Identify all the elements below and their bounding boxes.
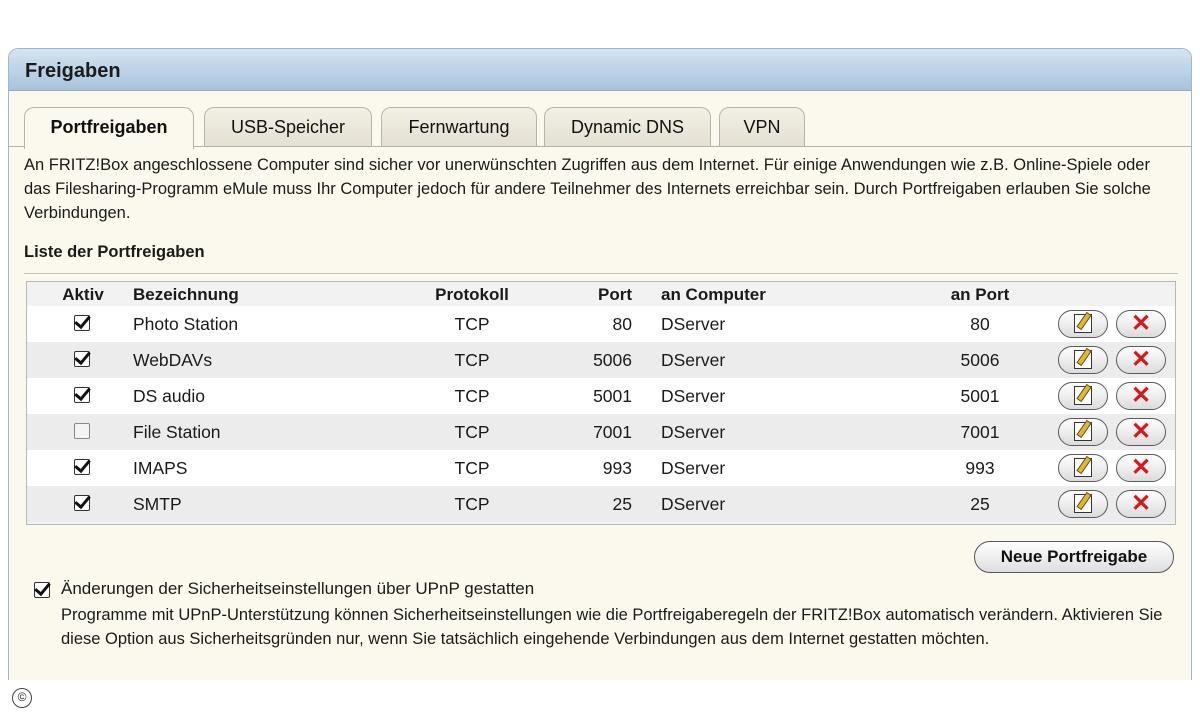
delete-icon: ✕ (1130, 490, 1152, 517)
table-row (27, 342, 1175, 378)
delete-button[interactable] (1116, 346, 1166, 374)
row-protocol: TCP (454, 314, 490, 334)
active-checkbox[interactable] (74, 423, 90, 439)
edit-button[interactable] (1058, 346, 1108, 374)
row-target-port: 80 (970, 314, 990, 334)
col-target-port: an Port (950, 285, 1010, 304)
edit-icon (1074, 494, 1092, 513)
col-name: Bezeichnung (133, 285, 239, 304)
port-forwarding-table (26, 281, 1176, 525)
row-name: IMAPS (133, 458, 188, 478)
panel-title: Freigaben (9, 49, 1191, 91)
row-protocol: TCP (454, 494, 490, 514)
row-name: Photo Station (133, 314, 239, 334)
intro-text: An FRITZ!Box angeschlossene Computer sind sicher vor unerwünschten Zugriffen aus dem Internet. Für einige Anwendungen wie z.B. Online-Spiele oder das Filesharing-Programm eMule muss Ihr Computer jedoch für andere Teilnehmer des Internets erreichbar sein. Durch Portfreigaben erlauben Sie solche Verbindungen. (24, 156, 1151, 222)
table-row (27, 306, 1175, 342)
col-active: Aktiv (62, 285, 104, 304)
delete-button[interactable] (1116, 454, 1166, 482)
row-port: 5001 (593, 386, 632, 406)
row-target-port: 5001 (960, 386, 1000, 406)
copyright-icon: © (12, 688, 32, 708)
tab-usb-speicher[interactable]: USB-Speicher (204, 107, 372, 147)
upnp-checkbox[interactable] (34, 582, 50, 598)
delete-button[interactable] (1116, 382, 1166, 410)
row-protocol: TCP (454, 422, 490, 442)
delete-icon: ✕ (1130, 418, 1152, 445)
table-header (27, 282, 1175, 306)
active-checkbox[interactable] (74, 351, 90, 367)
row-name: File Station (133, 422, 221, 442)
row-target-port: 5006 (960, 350, 1000, 370)
row-protocol: TCP (454, 458, 490, 478)
delete-icon: ✕ (1130, 382, 1152, 409)
upnp-label: Änderungen der Sicherheitseinstellungen über UPnP gestatten (61, 579, 535, 598)
upnp-description: Programme mit UPnP-Unterstützung können Sicherheitseinstellungen wie die Portfreigaberegeln der FRITZ!Box automatisch verändern. Aktivieren Sie diese Option aus Sicherheitsgründen nur, wenn Sie tatsächlich eingehende Verbindungen aus dem Internet gestatten möchten. (61, 606, 1163, 648)
row-name: WebDAVs (133, 350, 213, 370)
new-port-forwarding-button[interactable]: Neue Portfreigabe (974, 541, 1174, 573)
row-computer: DServer (661, 458, 726, 478)
active-checkbox[interactable] (74, 495, 90, 511)
delete-icon: ✕ (1130, 346, 1152, 373)
edit-icon (1074, 350, 1092, 369)
tab-vpn[interactable]: VPN (719, 107, 805, 147)
table-row (27, 450, 1175, 486)
edit-button[interactable] (1058, 418, 1108, 446)
tab-fernwartung[interactable]: Fernwartung (381, 107, 537, 147)
row-computer: DServer (661, 422, 726, 442)
delete-button[interactable] (1116, 490, 1166, 518)
table-body (27, 306, 1175, 522)
row-port: 5006 (593, 350, 632, 370)
row-target-port: 25 (970, 494, 990, 514)
edit-icon (1074, 422, 1092, 441)
row-port: 7001 (593, 422, 632, 442)
row-port: 80 (612, 314, 632, 334)
delete-icon: ✕ (1130, 454, 1152, 481)
edit-button[interactable] (1058, 454, 1108, 482)
active-checkbox[interactable] (74, 387, 90, 403)
table-row (27, 414, 1175, 450)
table-row (27, 486, 1175, 522)
active-checkbox[interactable] (74, 459, 90, 475)
edit-button[interactable] (1058, 310, 1108, 338)
table-row (27, 378, 1175, 414)
section-divider (24, 273, 1178, 274)
delete-button[interactable] (1116, 310, 1166, 338)
edit-icon (1074, 458, 1092, 477)
row-computer: DServer (661, 350, 726, 370)
tab-portfreigaben[interactable]: Portfreigaben (24, 107, 194, 149)
list-title: Liste der Portfreigaben (24, 243, 205, 261)
freigaben-panel (8, 48, 1192, 680)
edit-button[interactable] (1058, 490, 1108, 518)
col-protocol: Protokoll (435, 285, 509, 304)
active-checkbox[interactable] (74, 315, 90, 331)
delete-icon: ✕ (1130, 310, 1152, 337)
col-computer: an Computer (661, 285, 766, 304)
row-target-port: 993 (965, 458, 995, 478)
row-name: SMTP (133, 494, 182, 514)
row-computer: DServer (661, 494, 726, 514)
edit-icon (1074, 386, 1092, 405)
edit-icon (1074, 314, 1092, 333)
row-computer: DServer (661, 314, 726, 334)
delete-button[interactable] (1116, 418, 1166, 446)
row-port: 993 (602, 458, 632, 478)
row-port: 25 (612, 494, 632, 514)
tab-dynamic-dns[interactable]: Dynamic DNS (544, 107, 711, 147)
row-protocol: TCP (454, 350, 490, 370)
row-target-port: 7001 (960, 422, 1000, 442)
col-port: Port (598, 285, 632, 304)
row-protocol: TCP (454, 386, 490, 406)
edit-button[interactable] (1058, 382, 1108, 410)
row-computer: DServer (661, 386, 726, 406)
row-name: DS audio (133, 386, 205, 406)
